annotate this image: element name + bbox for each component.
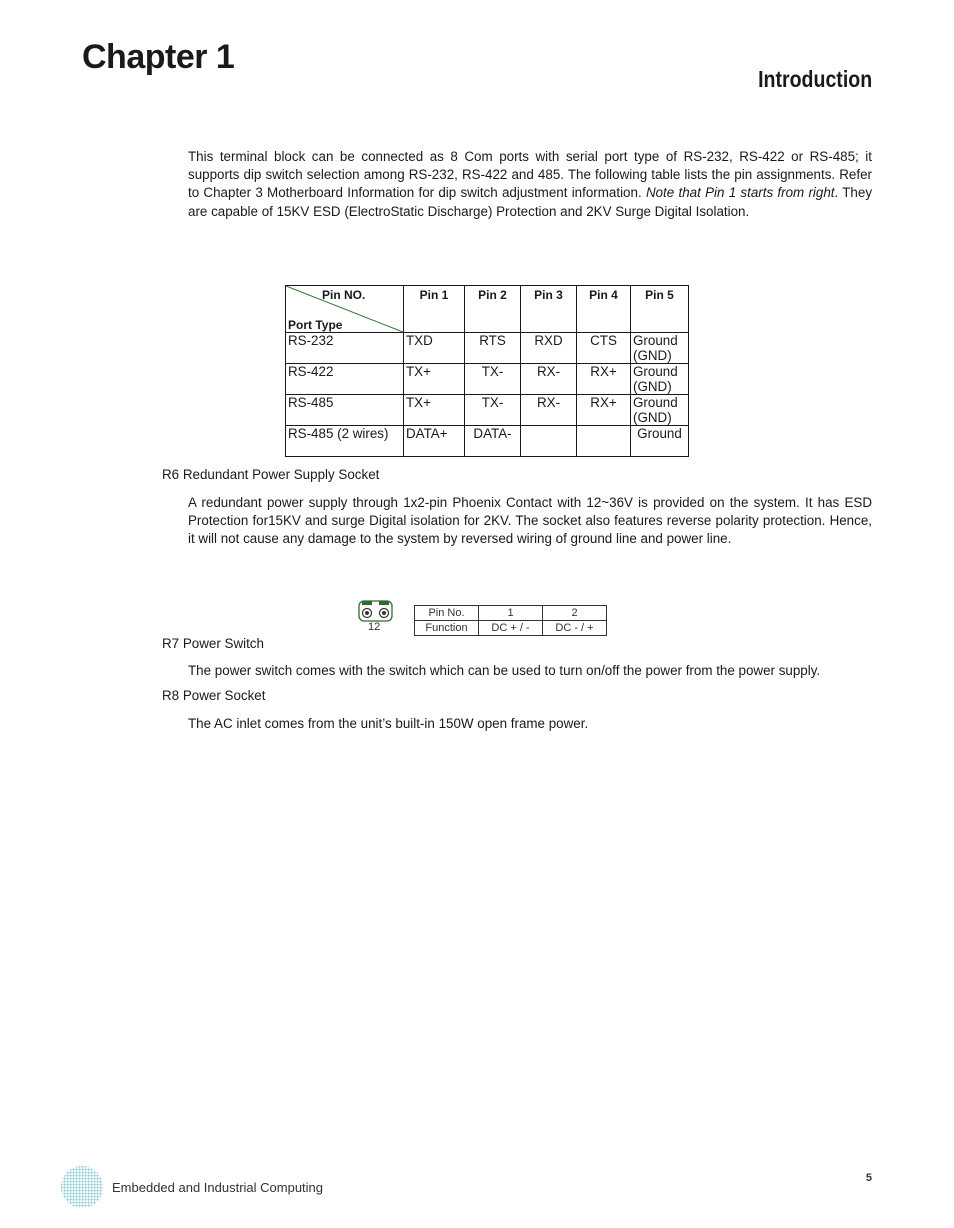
r8-heading: R8 Power Socket	[162, 688, 266, 703]
intro-text-1: This terminal block can be connected as 8 Com ports with serial port type of RS-232, RS-422 or RS-485; it supports dip switch selection among RS-232, RS-422 and 485. The following table lists the pin assignments. Refer to Chapter 3 Motherboard Information for dip switch adjustment information.	[188, 149, 872, 201]
pin-assignment-table	[285, 285, 689, 457]
port-type-cell: RS-422	[286, 364, 404, 395]
connector-pin-label: 12	[368, 621, 381, 633]
table-cell	[577, 426, 631, 457]
table-cell: 2	[543, 606, 607, 621]
footer-tagline: Embedded and Industrial Computing	[112, 1180, 324, 1195]
intro-text-2: . They are capable of 15KV ESD (ElectroStatic Discharge) Protection and 2KV Surge Digital Isolation.	[188, 185, 873, 219]
table-cell: RTS	[465, 333, 521, 364]
table-cell: RXD	[521, 333, 577, 364]
table-cell: 1	[479, 606, 543, 621]
header-pin-4: Pin 4	[577, 286, 631, 333]
table-cell: RX-	[521, 364, 577, 395]
header-pin-2: Pin 2	[465, 286, 521, 333]
port-type-label: Port Type	[288, 318, 343, 332]
power-function-table	[414, 605, 607, 636]
table-cell: RX-	[521, 395, 577, 426]
page-number: 5	[865, 1172, 872, 1184]
intro-paragraph	[188, 148, 872, 221]
table-cell: DC + / -	[479, 621, 543, 636]
table-cell: Pin No.	[415, 606, 479, 621]
table-row	[415, 621, 607, 636]
table-cell: TX-	[465, 395, 521, 426]
table-cell: DC - / +	[543, 621, 607, 636]
port-type-cell: RS-485	[286, 395, 404, 426]
table-cell: RX+	[577, 364, 631, 395]
table-cell: RX+	[577, 395, 631, 426]
port-type-cell: RS-232	[286, 333, 404, 364]
table-cell: TX+	[404, 395, 465, 426]
header-pin-3: Pin 3	[521, 286, 577, 333]
header-pin-1: Pin 1	[404, 286, 465, 333]
table-cell: TXD	[404, 333, 465, 364]
table-cell: CTS	[577, 333, 631, 364]
r7-heading: R7 Power Switch	[162, 636, 264, 651]
port-type-cell: RS-485 (2 wires)	[286, 426, 404, 457]
section-title: Introduction	[757, 66, 872, 92]
table-cell: TX-	[465, 364, 521, 395]
r6-paragraph: A redundant power supply through 1x2-pin Phoenix Contact with 12~36V is provided on the system. It has ESD Protection for15KV and surge Digital isolation for 2KV. The socket also features reverse polarity protection. Hence, it will not cause any damage to the system by reversed wiring of ground line and power line.	[188, 495, 872, 547]
table-row	[286, 426, 689, 457]
corner-header-cell	[286, 286, 404, 333]
table-cell: Function	[415, 621, 479, 636]
table-cell: Ground (GND)	[631, 364, 689, 395]
pin-header-row	[286, 286, 689, 333]
table-cell: TX+	[404, 364, 465, 395]
pin-no-label: Pin NO.	[322, 288, 366, 302]
intro-note: Note that Pin 1 starts from right	[645, 185, 835, 201]
header-pin-5: Pin 5	[631, 286, 689, 333]
table-cell	[521, 426, 577, 457]
table-row	[286, 395, 689, 426]
table-cell: Ground	[631, 426, 689, 457]
table-row	[415, 606, 607, 621]
table-cell: Ground (GND)	[631, 333, 689, 364]
chapter-title: Chapter 1	[82, 38, 235, 76]
table-cell: DATA-	[465, 426, 521, 457]
r6-heading: R6 Redundant Power Supply Socket	[162, 467, 380, 482]
r7-paragraph: The power switch comes with the switch which can be used to turn on/off the power from the power supply.	[188, 663, 821, 678]
table-cell: Ground (GND)	[631, 395, 689, 426]
table-row	[286, 364, 689, 395]
table-cell: DATA+	[404, 426, 465, 457]
table-row	[286, 333, 689, 364]
r8-paragraph: The AC inlet comes from the unit’s built-in 150W open frame power.	[188, 716, 589, 731]
company-logo-icon	[60, 1165, 106, 1211]
